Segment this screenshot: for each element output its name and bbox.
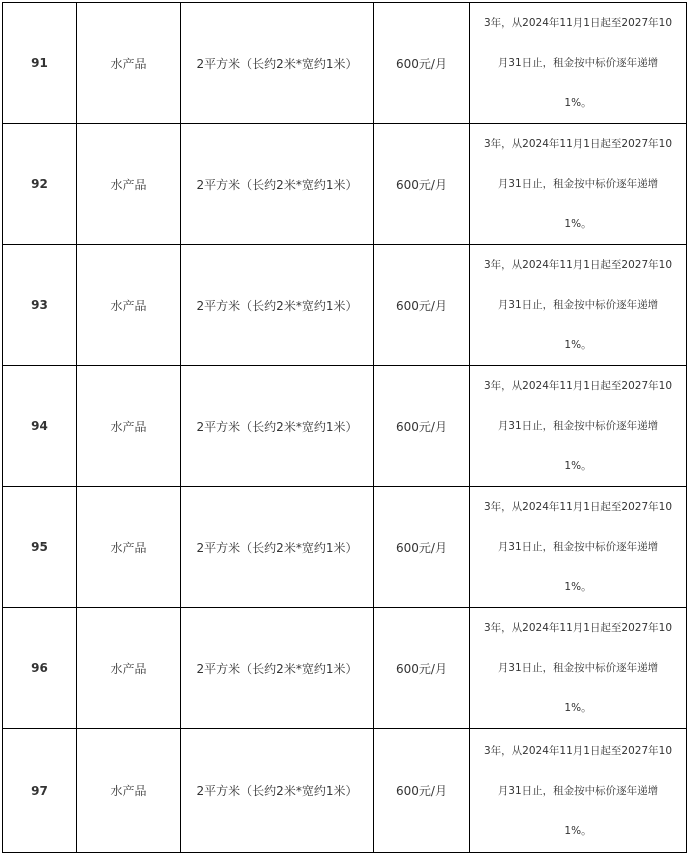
lease-term-line: 1%。	[564, 218, 592, 230]
lease-term-line: 1%。	[564, 460, 592, 472]
stall-area: 2平方米（长约2米*宽约1米）	[181, 608, 374, 729]
lease-term	[470, 487, 687, 608]
table-row	[3, 366, 687, 487]
stall-rent: 600元/月	[374, 729, 470, 853]
lease-term-line: 1%。	[564, 339, 592, 351]
stall-category: 水产品	[77, 487, 181, 608]
lease-term-line: 3年，从2024年11月1日起至2027年10	[483, 622, 673, 634]
stall-number: 93	[3, 245, 77, 366]
stall-category: 水产品	[77, 608, 181, 729]
lease-term-line: 3年，从2024年11月1日起至2027年10	[483, 17, 673, 29]
lease-term-line: 月31日止，租金按中标价逐年递增	[497, 662, 659, 674]
stall-rent: 600元/月	[374, 608, 470, 729]
stall-number: 96	[3, 608, 77, 729]
table-row	[3, 487, 687, 608]
stall-rent: 600元/月	[374, 3, 470, 124]
stall-number: 97	[3, 729, 77, 853]
stall-category: 水产品	[77, 245, 181, 366]
lease-term	[470, 729, 687, 853]
lease-term-line: 3年，从2024年11月1日起至2027年10	[483, 744, 673, 757]
stall-number: 92	[3, 124, 77, 245]
lease-term-line: 1%。	[564, 97, 592, 109]
lease-term-line: 1%。	[564, 581, 592, 593]
stall-area: 2平方米（长约2米*宽约1米）	[181, 366, 374, 487]
stall-rent: 600元/月	[374, 124, 470, 245]
stall-category: 水产品	[77, 729, 181, 853]
lease-term-line: 1%。	[564, 702, 592, 714]
lease-term-line: 月31日止，租金按中标价逐年递增	[497, 57, 659, 69]
lease-term-line: 月31日止，租金按中标价逐年递增	[497, 420, 659, 432]
lease-term-line: 月31日止，租金按中标价逐年递增	[497, 784, 659, 797]
lease-term-line: 月31日止，租金按中标价逐年递增	[497, 299, 659, 311]
lease-term-line: 3年，从2024年11月1日起至2027年10	[483, 138, 673, 150]
table-row	[3, 608, 687, 729]
stall-area: 2平方米（长约2米*宽约1米）	[181, 729, 374, 853]
table-row	[3, 245, 687, 366]
stall-rent: 600元/月	[374, 245, 470, 366]
stall-area: 2平方米（长约2米*宽约1米）	[181, 487, 374, 608]
stall-category: 水产品	[77, 366, 181, 487]
stall-number: 94	[3, 366, 77, 487]
stall-rent: 600元/月	[374, 366, 470, 487]
table-row	[3, 3, 687, 124]
lease-term-line: 3年，从2024年11月1日起至2027年10	[483, 259, 673, 271]
stall-category: 水产品	[77, 124, 181, 245]
table-row	[3, 124, 687, 245]
stall-area: 2平方米（长约2米*宽约1米）	[181, 124, 374, 245]
lease-term-line: 月31日止，租金按中标价逐年递增	[497, 541, 659, 553]
lease-term	[470, 366, 687, 487]
lease-term	[470, 245, 687, 366]
stall-area: 2平方米（长约2米*宽约1米）	[181, 245, 374, 366]
stall-category: 水产品	[77, 3, 181, 124]
stall-rent: 600元/月	[374, 487, 470, 608]
lease-term-line: 1%。	[564, 824, 592, 837]
lease-term	[470, 3, 687, 124]
stall-number: 91	[3, 3, 77, 124]
lease-term-line: 月31日止，租金按中标价逐年递增	[497, 178, 659, 190]
lease-term-line: 3年，从2024年11月1日起至2027年10	[483, 380, 673, 392]
table-row	[3, 729, 687, 853]
stall-lease-table	[2, 2, 687, 853]
stall-area: 2平方米（长约2米*宽约1米）	[181, 3, 374, 124]
lease-term	[470, 608, 687, 729]
lease-term-line: 3年，从2024年11月1日起至2027年10	[483, 501, 673, 513]
stall-number: 95	[3, 487, 77, 608]
lease-term	[470, 124, 687, 245]
